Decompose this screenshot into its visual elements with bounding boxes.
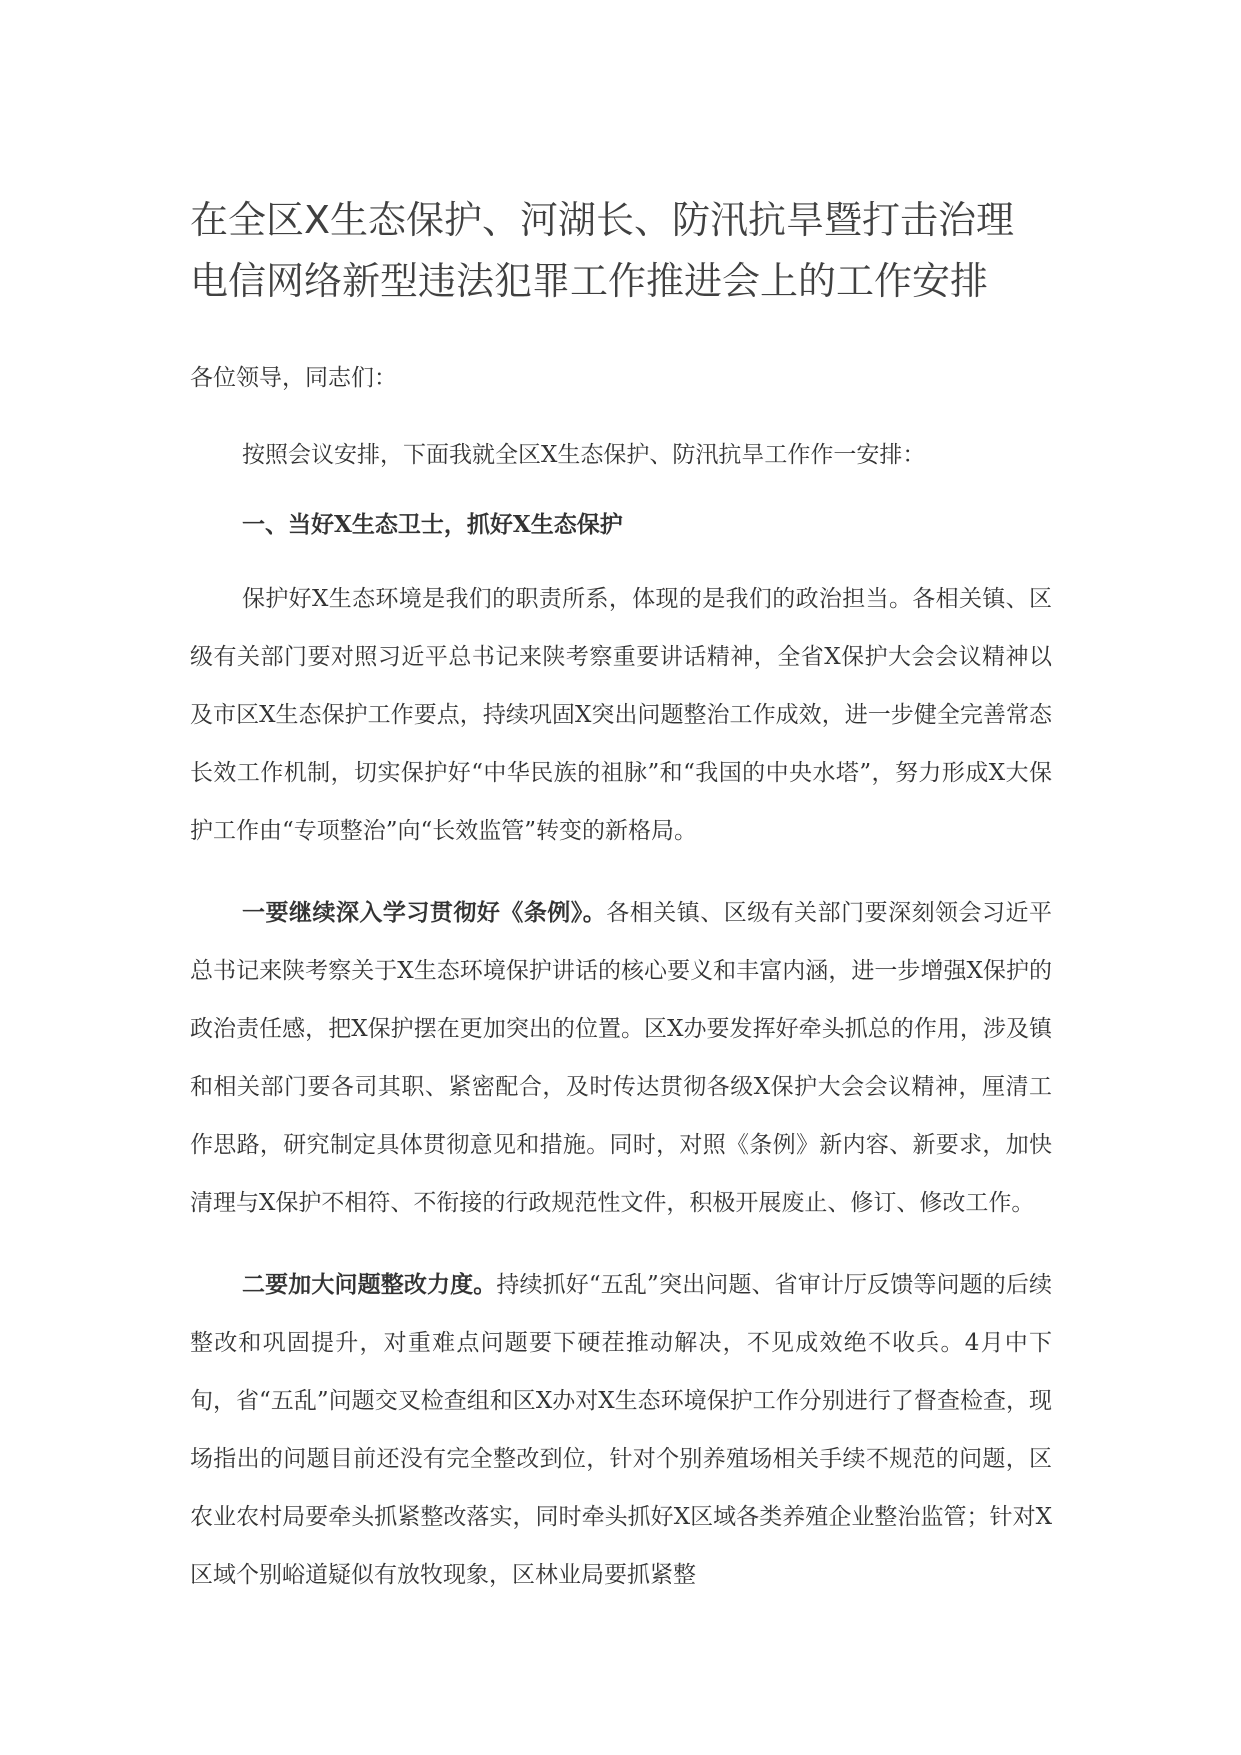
document-title: 在全区X生态保护、河湖长、防汛抗旱暨打击治理电信网络新型违法犯罪工作推进会上的工作安排 (190, 198, 1015, 303)
paragraph-3-lead: 二要加大问题整改力度。 (242, 1271, 497, 1298)
paragraph-3-body: 持续抓好“五乱”突出问题、省审计厅反馈等问题的后续整改和巩固提升，对重难点问题要下硬茬推动解决，不见成效绝不收兵。4月中下旬，省“五乱”问题交叉检查组和区X办对X生态环境保护工作分别进行了督查检查，现场指出的问题目前还没有完全整改到位，针对个别养殖场相关手续不规范的问题，区农业农村局要牵头抓紧整改落实，同时牵头抓好X区域各类养殖企业整治监管；针对X区域个别峪道疑似有放牧现象，区林业局要抓紧整 (190, 1272, 1052, 1588)
body-paragraph-2 (190, 884, 1052, 1232)
intro-paragraph: 按照会议安排，下面我就全区X生态保护、防汛抗旱工作作一安排： (242, 442, 926, 468)
paragraph-2-body: 各相关镇、区级有关部门要深刻领会习近平总书记来陕考察关于X生态环境保护讲话的核心要义和丰富内涵，进一步增强X保护的政治责任感，把X保护摆在更加突出的位置。区X办要发挥好牵头抓总的作用，涉及镇和相关部门要各司其职、紧密配合，及时传达贯彻各级X保护大会会议精神，厘清工作思路，研究制定具体贯彻意见和措施。同时，对照《条例》新内容、新要求，加快清理与X保护不相符、不衔接的行政规范性文件，积极开展废止、修订、修改工作。 (190, 900, 1053, 1216)
paragraph-2-lead: 一要继续深入学习贯彻好《条例》。 (242, 899, 607, 926)
salutation: 各位领导，同志们： (190, 365, 397, 391)
section-heading-1: 一、当好X生态卫士，抓好X生态保护 (242, 511, 623, 538)
body-paragraph-1: 保护好X生态环境是我们的职责所系，体现的是我们的政治担当。各相关镇、区级有关部门要对照习近平总书记来陕考察重要讲话精神，全省X保护大会会议精神以及市区X生态保护工作要点，持续巩固X突出问题整治工作成效，进一步健全完善常态长效工作机制，切实保护好“中华民族的祖脉”和“我国的中央水塔”，努力形成X大保护工作由“专项整治”向“长效监管”转变的新格局。 (190, 586, 1052, 844)
document-page (190, 190, 1052, 1604)
body-paragraph-3 (190, 1256, 1052, 1604)
